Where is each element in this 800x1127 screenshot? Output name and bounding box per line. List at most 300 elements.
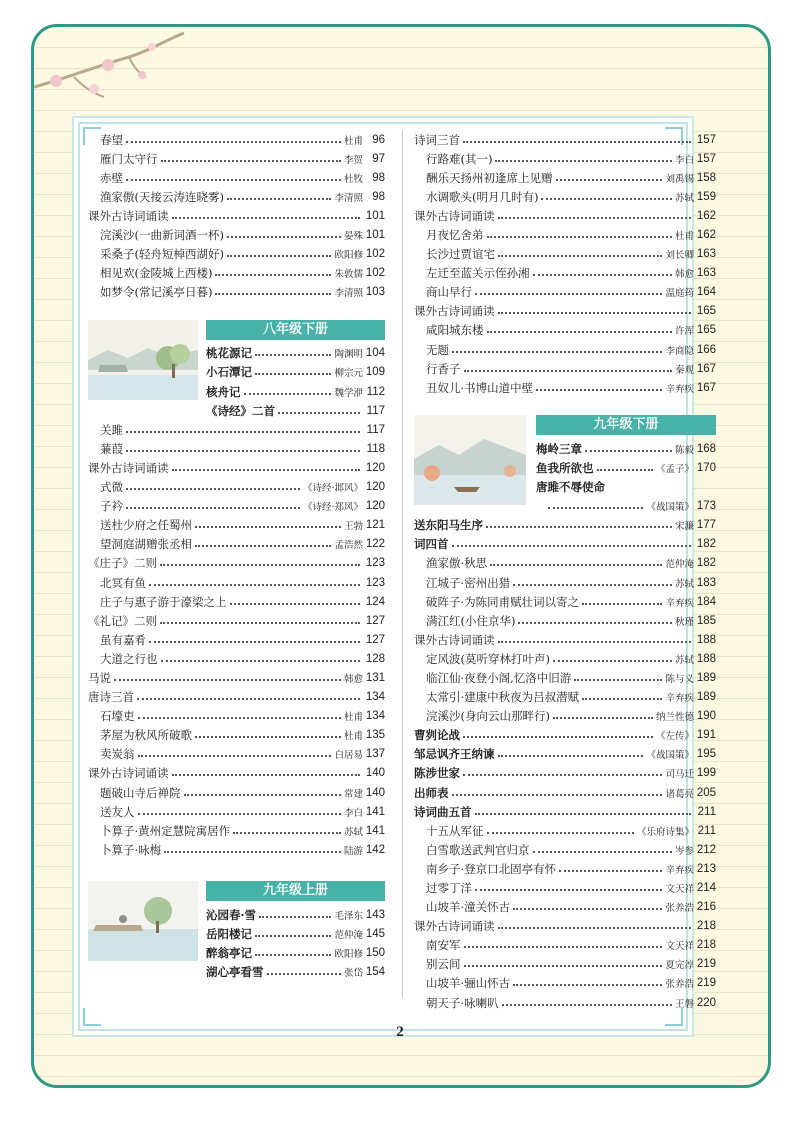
toc-entry[interactable] [414, 936, 716, 955]
toc-entry[interactable] [414, 206, 716, 225]
entry-title: 岳阳楼记 [206, 927, 252, 942]
entry-page: 184 [696, 595, 716, 608]
entry-title: 渔家傲·秋思 [426, 556, 488, 571]
entry-page: 137 [365, 748, 385, 761]
toc-entry[interactable] [88, 726, 385, 745]
dot-leader [267, 973, 341, 975]
toc-entry[interactable] [414, 917, 716, 936]
entry-page: 118 [366, 442, 385, 455]
toc-entry[interactable] [414, 745, 716, 764]
toc-entry[interactable] [88, 458, 385, 477]
entry-author: 《孟子》 [655, 463, 694, 475]
entry-title: 《诗经》二首 [206, 403, 275, 418]
entry-title: 破阵子·为陈同甫赋壮词以寄之 [426, 594, 580, 609]
entry-title: 相见欢(金陵城上西楼) [100, 266, 213, 281]
toc-entry[interactable] [88, 439, 385, 458]
toc-entry[interactable] [88, 420, 385, 439]
entry-title: 春望 [100, 132, 123, 147]
entry-author: 范仲淹 [665, 559, 694, 571]
toc-entry[interactable] [88, 245, 385, 264]
entry-page: 167 [696, 381, 716, 394]
entry-title: 《礼记》二则 [88, 613, 157, 628]
toc-entry[interactable] [414, 554, 716, 573]
entry-page: 188 [696, 633, 716, 646]
dot-leader [597, 469, 653, 471]
entry-page: 141 [365, 805, 385, 818]
entry-page: 128 [365, 652, 385, 665]
entry-author: 杜甫 [343, 135, 363, 147]
toc-entry[interactable] [88, 225, 385, 244]
toc-entry[interactable] [414, 592, 716, 611]
entry-page: 216 [696, 901, 716, 914]
entry-page: 189 [696, 691, 716, 704]
toc-entry[interactable] [414, 974, 716, 993]
entry-page: 165 [696, 324, 716, 337]
entry-page: 167 [696, 362, 716, 375]
entry-title: 满江红(小住京华) [426, 613, 516, 628]
dot-leader [513, 984, 662, 986]
dot-leader [138, 755, 332, 757]
dot-leader [244, 393, 332, 395]
dot-leader [126, 450, 360, 452]
entry-title: 石壕吏 [100, 709, 135, 724]
entry-page: 117 [366, 404, 385, 417]
mountain-boat-illustration [414, 415, 536, 511]
dot-leader [475, 293, 662, 295]
entry-title: 大道之行也 [100, 651, 158, 666]
toc-entry[interactable] [206, 944, 385, 963]
toc-entry[interactable] [414, 611, 716, 630]
dot-leader [172, 774, 361, 776]
toc-entry-continued[interactable] [536, 497, 716, 516]
dot-leader [498, 255, 662, 257]
toc-entry[interactable] [414, 688, 716, 707]
entry-title: 唐雎不辱使命 [536, 480, 605, 495]
entry-page: 162 [696, 229, 716, 242]
toc-entry[interactable] [414, 187, 716, 206]
entry-title: 蒹葭 [100, 441, 123, 456]
entry-page: 219 [696, 958, 716, 971]
entry-page: 140 [365, 767, 385, 780]
toc-entry[interactable] [414, 516, 716, 535]
dot-leader [195, 736, 341, 738]
toc-entry[interactable] [88, 668, 385, 687]
toc-entry[interactable] [414, 783, 716, 802]
entry-author: 李商隐 [665, 345, 694, 357]
entry-title: 左迁至蓝关示侄孙湘 [426, 266, 530, 281]
dot-leader [195, 526, 341, 528]
toc-entry[interactable] [414, 378, 716, 397]
entry-title: 庄子与惠子游于濠梁之上 [100, 594, 227, 609]
entry-page: 124 [365, 595, 385, 608]
dot-leader [215, 293, 331, 295]
toc-entry[interactable] [414, 302, 716, 321]
toc-entry[interactable] [88, 688, 385, 707]
dot-leader [464, 370, 672, 372]
dot-leader [195, 545, 331, 547]
toc-entry[interactable] [414, 821, 716, 840]
entry-title: 雁门太守行 [100, 151, 158, 166]
entry-page: 122 [365, 538, 385, 551]
landscape-illustration [88, 320, 206, 400]
entry-title: 白雪歌送武判官归京 [426, 842, 530, 857]
entry-title: 水调歌头(明月几时有) [426, 189, 539, 204]
toc-entry[interactable] [414, 649, 716, 668]
dot-leader [498, 312, 692, 314]
entry-page: 102 [365, 267, 385, 280]
dot-leader [126, 141, 341, 143]
entry-title: 沁园春·雪 [206, 907, 257, 922]
entry-page: 182 [696, 557, 716, 570]
entry-author: 李白 [343, 807, 363, 819]
dot-leader [255, 954, 331, 956]
dot-leader [227, 236, 341, 238]
entry-author: 文天祥 [665, 941, 694, 953]
entry-title: 过零丁洋 [426, 881, 472, 896]
entry-page: 185 [696, 614, 716, 627]
dot-leader [498, 641, 692, 643]
entry-author: 辛弃疾 [665, 693, 694, 705]
entry-title: 浣溪沙(身向云山那畔行) [426, 709, 550, 724]
entry-page: 134 [365, 710, 385, 723]
entry-title: 山坡羊·骊山怀古 [426, 976, 511, 991]
dot-leader [487, 236, 672, 238]
toc-entry[interactable] [414, 573, 716, 592]
toc-entry[interactable] [88, 264, 385, 283]
entry-author: 许浑 [674, 326, 694, 338]
plum-branch-decoration [34, 27, 194, 117]
toc-entry[interactable] [206, 905, 385, 924]
dot-leader [126, 488, 300, 490]
entry-title: 课外古诗词诵读 [414, 919, 495, 934]
toc-entry[interactable] [536, 458, 716, 477]
toc-entry[interactable] [88, 649, 385, 668]
entry-author: 杜牧 [343, 173, 363, 185]
dot-leader [160, 564, 360, 566]
entry-title: 临江仙·夜登小阁,忆洛中旧游 [426, 670, 572, 685]
entry-author: 白居易 [334, 750, 363, 762]
dot-leader [548, 507, 643, 509]
dot-leader [233, 832, 341, 834]
toc-entry[interactable] [88, 707, 385, 726]
toc-entry[interactable] [414, 168, 716, 187]
toc-entry[interactable] [88, 535, 385, 554]
dot-leader [149, 584, 360, 586]
toc-entry[interactable] [414, 340, 716, 359]
grade8-second-term-banner: 八年级下册 [206, 320, 385, 340]
toc-entry[interactable] [88, 573, 385, 592]
dot-leader [259, 916, 331, 918]
dot-leader [498, 217, 692, 219]
toc-entry[interactable] [414, 993, 716, 1012]
dot-leader [215, 274, 331, 276]
dot-leader [126, 507, 300, 509]
entry-title: 浣溪沙(一曲新词酒一杯) [100, 228, 224, 243]
entry-title: 北冥有鱼 [100, 575, 146, 590]
entry-page: 189 [696, 671, 716, 684]
entry-author: 韩愈 [674, 269, 694, 281]
entry-page: 101 [365, 229, 385, 242]
entry-author: 苏轼 [674, 654, 694, 666]
toc-entry[interactable] [536, 478, 716, 497]
dot-leader [498, 927, 692, 929]
entry-page: 142 [365, 843, 385, 856]
entry-title: 十五从军征 [426, 823, 484, 838]
toc-left-column [88, 130, 385, 982]
entry-title: 课外古诗词诵读 [88, 766, 169, 781]
dot-leader [452, 351, 662, 353]
entry-author: 张养浩 [665, 903, 694, 915]
dot-leader [541, 198, 672, 200]
entry-author: 陈毅 [674, 444, 694, 456]
dot-leader [452, 545, 692, 547]
entry-author: 欧阳修 [334, 949, 363, 961]
entry-title: 太常引·建康中秋夜为吕叔潜赋 [426, 690, 580, 705]
dot-leader [487, 331, 672, 333]
entry-author: 陈与义 [665, 673, 694, 685]
entry-page: 199 [696, 767, 716, 780]
dot-leader [161, 660, 361, 662]
toc-entry[interactable] [206, 401, 385, 420]
entry-title: 邹忌讽齐王纳谏 [414, 747, 495, 762]
dot-leader [498, 755, 644, 757]
entry-title: 行路难(其一) [426, 151, 493, 166]
dot-leader [556, 179, 663, 181]
entry-title: 课外古诗词诵读 [88, 460, 169, 475]
entry-title: 江城子·密州出猎 [426, 575, 511, 590]
toc-entry[interactable] [88, 783, 385, 802]
toc-entry[interactable] [88, 516, 385, 535]
entry-page: 145 [365, 928, 385, 941]
entry-page: 158 [696, 171, 716, 184]
entry-author: 文天祥 [665, 884, 694, 896]
dot-leader [255, 373, 331, 375]
entry-title: 梅岭三章 [536, 441, 582, 456]
toc-entry[interactable] [88, 630, 385, 649]
entry-title: 渔家傲(天接云涛连晓雾) [100, 189, 224, 204]
dot-leader [475, 889, 662, 891]
entry-page: 170 [696, 461, 716, 474]
dot-leader [464, 965, 663, 967]
entry-page: 195 [696, 748, 716, 761]
entry-title: 《庄子》二则 [88, 556, 157, 571]
entry-author: 杜甫 [343, 712, 363, 724]
toc-entry[interactable] [414, 264, 716, 283]
entry-title: 采桑子(轻舟短棹西湖好) [100, 247, 224, 262]
toc-entry[interactable] [414, 707, 716, 726]
toc-entry[interactable] [88, 478, 385, 497]
entry-title: 送友人 [100, 804, 135, 819]
toc-entry[interactable] [414, 859, 716, 878]
section-grade8-second-term [88, 320, 385, 420]
entry-author: 《战国策》 [646, 750, 694, 762]
toc-entry[interactable] [88, 611, 385, 630]
entry-page: 157 [696, 133, 716, 146]
toc-entry[interactable] [414, 535, 716, 554]
toc-entry[interactable] [88, 802, 385, 821]
entry-title: 唐诗三首 [88, 690, 134, 705]
toc-entry[interactable] [414, 630, 716, 649]
toc-entry[interactable] [88, 497, 385, 516]
lake-illustration [88, 881, 206, 961]
entry-title: 卖炭翁 [100, 747, 135, 762]
toc-entry[interactable] [414, 245, 716, 264]
dot-leader [463, 736, 653, 738]
toc-entry[interactable] [536, 439, 716, 458]
entry-author: 王勃 [343, 521, 363, 533]
toc-entry[interactable] [414, 726, 716, 745]
dot-leader [138, 813, 341, 815]
dot-leader [582, 698, 662, 700]
dot-leader [463, 774, 662, 776]
entry-title: 定风波(莫听穿林打叶声) [426, 651, 550, 666]
dot-leader [126, 431, 360, 433]
section-grade9-first-term [88, 881, 385, 981]
dot-leader [463, 141, 691, 143]
entry-author: 韩愈 [343, 673, 363, 685]
entry-author: 李清照 [334, 288, 363, 300]
entry-page: 117 [366, 423, 385, 436]
entry-author: 《左传》 [655, 731, 694, 743]
toc-entry[interactable] [88, 745, 385, 764]
entry-author: 孟浩然 [334, 540, 363, 552]
dot-leader [227, 255, 332, 257]
dot-leader [255, 935, 331, 937]
entry-title: 山坡羊·潼关怀古 [426, 900, 511, 915]
entry-title: 虽有嘉肴 [100, 632, 146, 647]
toc-entry[interactable] [88, 149, 385, 168]
entry-title: 曹刿论战 [414, 728, 460, 743]
grade8-second-term-featured [206, 320, 385, 420]
entry-author: 李贺 [343, 154, 363, 166]
entry-author: 纳兰性德 [655, 712, 694, 724]
entry-page: 164 [696, 286, 716, 299]
entry-page: 162 [696, 209, 716, 222]
entry-author: 张岱 [343, 968, 363, 980]
entry-page: 135 [365, 729, 385, 742]
toc-entry[interactable] [414, 764, 716, 783]
entry-page: 211 [697, 805, 716, 818]
toc-entry[interactable] [414, 130, 716, 149]
dot-leader [553, 660, 672, 662]
toc-entry[interactable] [206, 382, 385, 401]
entry-page: 127 [365, 633, 385, 646]
entry-author: 苏轼 [674, 578, 694, 590]
toc-entry[interactable] [206, 344, 385, 363]
entry-page: 163 [696, 248, 716, 261]
entry-author: 温庭筠 [665, 288, 694, 300]
entry-author: 司马迁 [665, 769, 694, 781]
column-divider [402, 130, 403, 998]
toc-entry[interactable] [206, 924, 385, 943]
entry-title: 陈涉世家 [414, 766, 460, 781]
entry-title: 长沙过贾谊宅 [426, 247, 495, 262]
entry-page: 211 [697, 824, 716, 837]
dot-leader [255, 354, 331, 356]
entry-title: 商山早行 [426, 285, 472, 300]
toc-entry[interactable] [414, 802, 716, 821]
dot-leader [475, 813, 692, 815]
entry-title: 送东阳马生序 [414, 518, 483, 533]
entry-author: 辛弃疾 [665, 864, 694, 876]
toc-entry[interactable] [414, 898, 716, 917]
toc-entry[interactable] [414, 359, 716, 378]
entry-author: 苏轼 [674, 192, 694, 204]
toc-entry[interactable] [88, 764, 385, 783]
toc-entry[interactable] [414, 321, 716, 340]
toc-entry[interactable] [88, 130, 385, 149]
toc-entry[interactable] [88, 283, 385, 302]
entry-page: 109 [365, 366, 385, 379]
entry-author: 李清照 [334, 192, 363, 204]
toc-entry[interactable] [88, 821, 385, 840]
toc-entry[interactable] [206, 363, 385, 382]
dot-leader [161, 160, 341, 162]
toc-entry[interactable] [414, 955, 716, 974]
dot-leader [164, 851, 341, 853]
toc-entry[interactable] [88, 187, 385, 206]
entry-title: 南安军 [426, 938, 461, 953]
entry-title: 咸阳城东楼 [426, 323, 484, 338]
entry-author: 刘禹锡 [665, 173, 694, 185]
entry-page: 213 [696, 862, 716, 875]
entry-author: 朱敦儒 [334, 269, 363, 281]
entry-title: 诗词曲五首 [414, 804, 472, 819]
entry-author: 杜甫 [343, 731, 363, 743]
toc-entry[interactable] [414, 840, 716, 859]
entry-page: 98 [372, 190, 385, 203]
entry-page: 131 [365, 671, 385, 684]
toc-entry[interactable] [414, 878, 716, 897]
entry-page: 173 [696, 500, 716, 513]
entry-title: 子衿 [100, 499, 123, 514]
toc-entry[interactable] [88, 206, 385, 225]
toc-entry[interactable] [88, 168, 385, 187]
entry-page: 123 [365, 557, 385, 570]
entry-title: 醉翁亭记 [206, 946, 252, 961]
entry-page: 120 [365, 500, 385, 513]
toc-entry[interactable] [414, 225, 716, 244]
toc-entry[interactable] [88, 592, 385, 611]
entry-author: 刘长卿 [665, 250, 694, 262]
entry-title: 出师表 [414, 785, 449, 800]
entry-title: 南乡子·登京口北固亭有怀 [426, 861, 557, 876]
entry-title: 赤壁 [100, 170, 123, 185]
toc-entry[interactable] [206, 963, 385, 982]
entry-page: 157 [696, 152, 716, 165]
entry-title: 课外古诗词诵读 [88, 208, 169, 223]
toc-entry[interactable] [414, 668, 716, 687]
toc-entry[interactable] [414, 149, 716, 168]
toc-right-column [414, 130, 716, 1012]
toc-entry[interactable] [88, 840, 385, 859]
entry-author: 《诗经·邶风》 [302, 483, 363, 495]
page-number: 2 [396, 1024, 404, 1040]
toc-entry[interactable] [88, 554, 385, 573]
entry-author: 欧阳修 [334, 250, 363, 262]
entry-page: 127 [365, 614, 385, 627]
toc-entry[interactable] [414, 283, 716, 302]
entry-author: 陆游 [343, 845, 363, 857]
dot-leader [149, 641, 360, 643]
entry-page: 218 [696, 920, 716, 933]
entry-title: 茅屋为秋风所破歌 [100, 728, 192, 743]
entry-title: 丑奴儿·书博山道中壁 [426, 380, 534, 395]
entry-author: 陶渊明 [334, 349, 363, 361]
dot-leader [559, 870, 662, 872]
dot-leader [533, 274, 672, 276]
dot-leader [114, 679, 341, 681]
